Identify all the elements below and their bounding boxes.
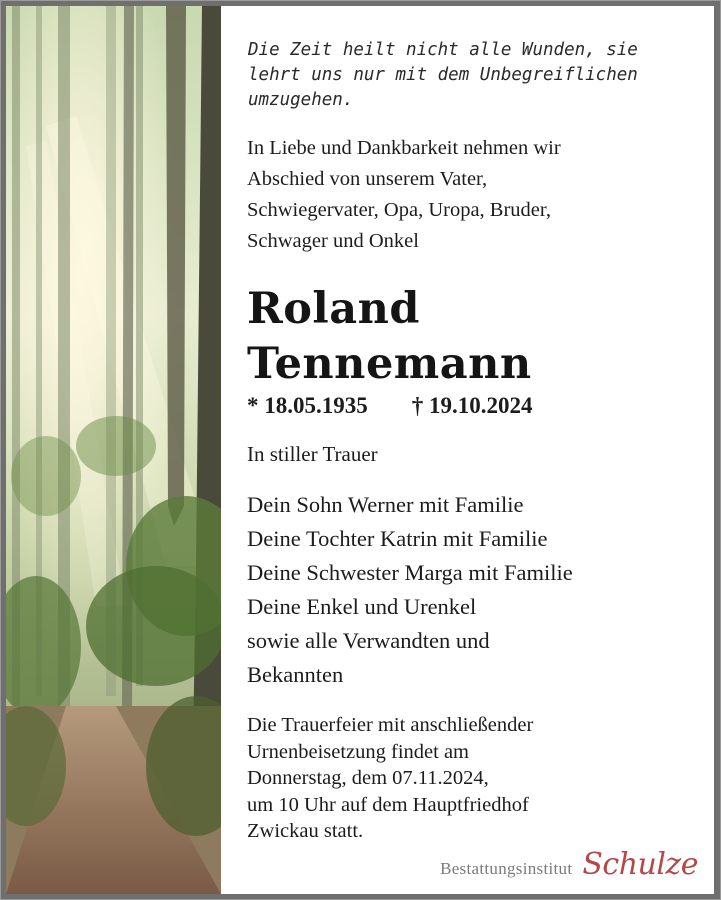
intro-line: In Liebe und Dankbarkeit nehmen wir: [247, 137, 561, 159]
family-line: Bekannten: [247, 662, 344, 687]
forest-path-image: [6, 6, 221, 894]
family-line: Deine Enkel und Urenkel: [247, 594, 477, 619]
undertaker-signature: [440, 848, 698, 882]
intro-line: Schwager und Onkel: [247, 230, 419, 252]
service-info: [247, 712, 533, 845]
family-line: Deine Schwester Marga mit Familie: [247, 560, 573, 585]
death-date: † 19.10.2024: [411, 393, 533, 418]
life-dates: [247, 391, 533, 421]
first-name: Roland: [247, 284, 420, 334]
family-line: Dein Sohn Werner mit Familie: [247, 492, 524, 517]
service-line: Die Trauerfeier mit anschließender: [247, 714, 534, 736]
quote-line: Die Zeit heilt nicht alle Wunden, sie: [248, 40, 638, 60]
text-panel: [221, 6, 714, 894]
undertaker-logo: Schulze: [582, 847, 698, 882]
service-line: um 10 Uhr auf dem Hauptfriedhof: [247, 793, 529, 816]
quote-line: lehrt uns nur mit dem Unbegreiflichen: [248, 65, 638, 85]
family-line: Deine Tochter Katrin mit Familie: [247, 526, 548, 551]
quote: [248, 38, 698, 113]
undertaker-label: Bestattungsinstitut: [440, 859, 573, 878]
intro-line: Schwiegervater, Opa, Uropa, Bruder,: [247, 199, 552, 221]
family-list: [247, 488, 573, 692]
intro-line: Abschied von unserem Vater,: [247, 168, 488, 190]
family-line: sowie alle Verwandten und: [247, 628, 490, 653]
birth-date: * 18.05.1935: [247, 393, 368, 418]
intro-text: [247, 133, 707, 257]
service-line: Zwickau statt.: [247, 820, 364, 842]
service-line: Urnenbeisetzung findet am: [247, 740, 470, 763]
quote-line: umzugehen.: [248, 90, 354, 110]
service-line: Donnerstag, dem 07.11.2024,: [247, 767, 489, 789]
last-name: Tennemann: [247, 339, 532, 389]
deceased-name: [247, 282, 532, 392]
mourning-line: In stiller Trauer: [247, 442, 378, 466]
